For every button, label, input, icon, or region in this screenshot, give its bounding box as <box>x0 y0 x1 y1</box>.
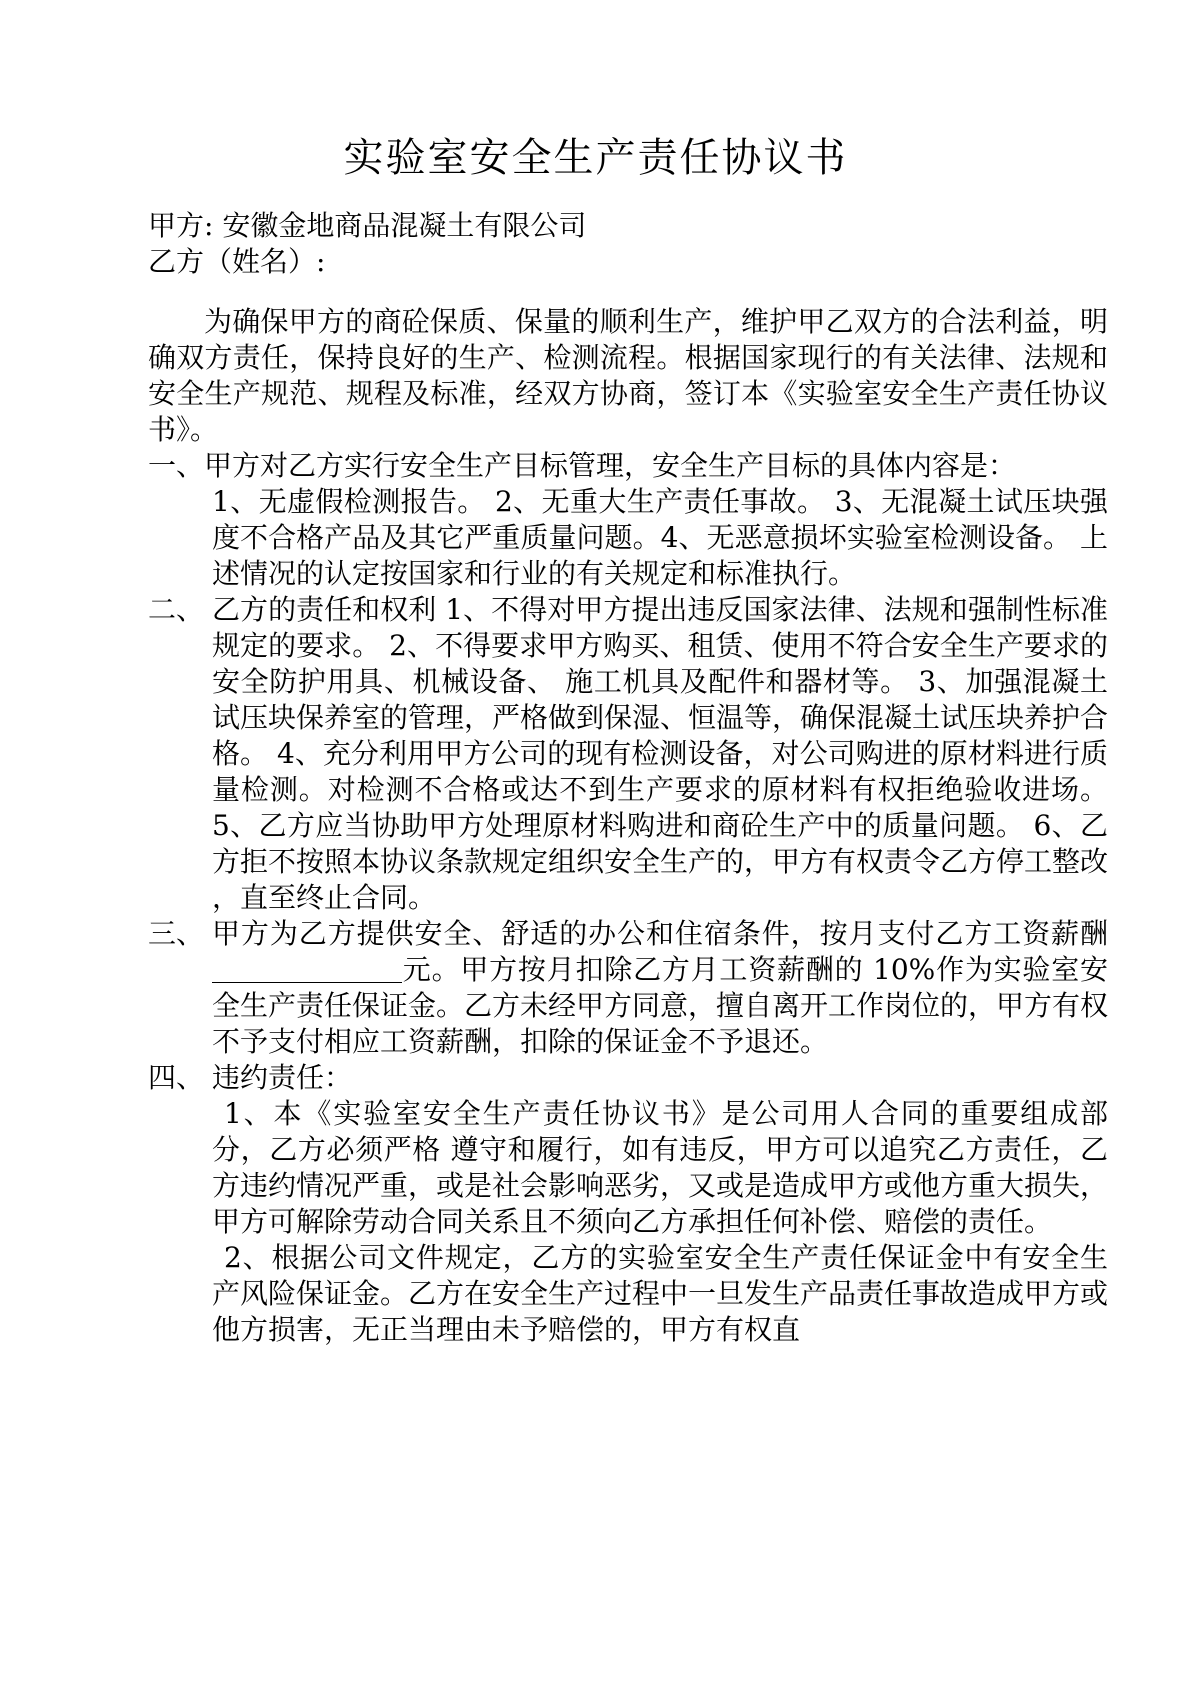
section-4-item-1-text: 1、本《实验室安全生产责任协议书》是公司用人合同的重要组成部分，乙方必须严格 遵守和履行，如有违反，甲方可以追究乙方责任，乙方违约情况严重，或是社会影响恶劣，又或是造成甲方或他方重大损失，甲方可解除劳动合同关系且不须向乙方承担任何补偿、赔偿的责任。 <box>212 1097 1109 1238</box>
document-title: 实验室安全生产责任协议书 <box>343 135 848 181</box>
section-2-text: 乙方的责任和权利 1、不得对甲方提出违反国家法律、法规和强制性标准规定的要求。 2、不得要求甲方购买、租赁、使用不符合安全生产要求的安全防护用具、机械设备、 施工机具及配件和器材等。 3、加强混凝土试压块保养室的管理，严格做到保湿、恒温等，确保混凝土试压块养护合格。 4、充分利用甲方公司的现有检测设备，对公司购进的原材料进行质量检测。对检测不合格或达不到生产要求的原材料有权拒绝验收进场。5、乙方应当协助甲方处理原材料购进和商砼生产中的质量问题。 6、乙方拒不按照本协议条款规定组织安全生产的，甲方有权责令乙方停工整改 ，直至终止合同。 <box>212 593 1109 914</box>
party-b-line: 乙方（姓名）: <box>148 245 326 278</box>
section-2-number: 二、 <box>148 593 205 626</box>
section-4-item-2-text: 2、根据公司文件规定，乙方的实验室安全生产责任保证金中有安全生产风险保证金。乙方在安全生产过程中一旦发生产品责任事故造成甲方或他方损害，无正当理由未予赔偿的，甲方有权直 <box>212 1241 1109 1346</box>
section-4-number: 四、 <box>148 1061 205 1094</box>
section-1-text: 1、无虚假检测报告。 2、无重大生产责任事故。 3、无混凝土试压块强度不合格产品及其它严重质量问题。4、无恶意损坏实验室检测设备。 上述情况的认定按国家和行业的有关规定和标准执行。 <box>212 485 1108 590</box>
section-3-text-b: 元。甲方按月扣除乙方月工资薪酬的 10%作为实验室安全生产责任保证金。乙方未经甲方同意，擅自离开工作岗位的，甲方有权不予支付相应工资薪酬，扣除的保证金不予退还。 <box>212 953 1109 1058</box>
section-1-heading: 一、甲方对乙方实行安全生产目标管理，安全生产目标的具体内容是： <box>148 449 1017 482</box>
party-a-line: 甲方: 安徽金地商品混凝土有限公司 <box>148 209 587 242</box>
section-4 <box>148 1060 1108 1096</box>
document-body <box>148 208 1108 1348</box>
salary-blank-field[interactable] <box>212 954 402 983</box>
section-3-text-a: 甲方为乙方提供安全、舒适的办公和住宿条件，按月支付乙方工资薪酬 <box>212 917 1108 950</box>
section-3-number: 三、 <box>148 917 205 950</box>
intro-paragraph: 为确保甲方的商砼保质、保量的顺利生产，维护甲乙双方的合法利益，明确双方责任，保持良好的生产、检测流程。根据国家现行的有关法律、法规和安全生产规范、规程及标准，经双方协商，签订本《实验室安全生产责任协议书》。 <box>148 305 1108 446</box>
section-1 <box>148 448 1108 592</box>
section-3 <box>148 916 1108 1060</box>
section-4-item-2 <box>148 1240 1108 1348</box>
section-4-heading: 违约责任： <box>212 1061 353 1094</box>
section-4-item-1 <box>148 1096 1108 1240</box>
section-2 <box>148 592 1108 916</box>
